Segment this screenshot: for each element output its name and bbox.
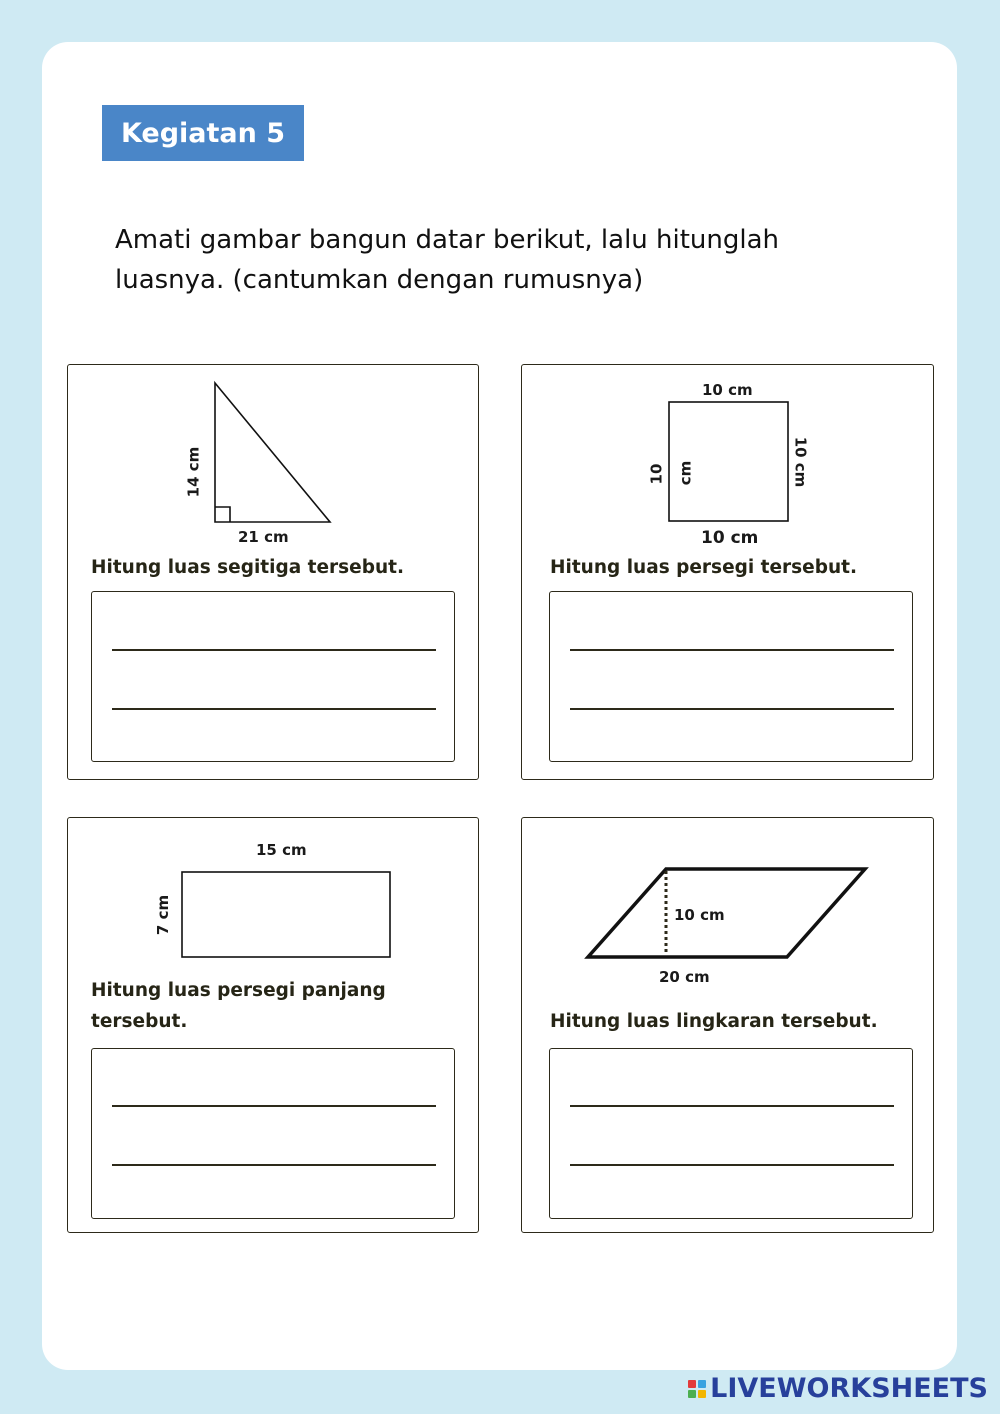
triangle-base-label: 21 cm [238,528,289,546]
question-line-2: tersebut. [91,1011,188,1032]
instruction-line-2: luasnya. (cantumkan dengan rumusnya) [115,265,644,295]
answer-box[interactable] [549,591,913,762]
card-square [521,364,934,780]
answer-line [112,1105,436,1107]
triangle-height-label: 14 cm [184,446,203,498]
answer-line [112,708,436,710]
rectangle-top-label: 15 cm [256,841,307,859]
question-text: Hitung luas persegi tersebut. [550,557,857,578]
answer-line [570,649,894,651]
answer-line [570,1105,894,1107]
instruction-text [115,220,875,300]
square-left-number-label: 10 [647,463,666,485]
answer-line [570,708,894,710]
brand-name: LIVEWORKSHEETS [710,1373,988,1404]
card-rectangle [67,817,479,1233]
card-triangle [67,364,479,780]
answer-box[interactable] [91,1048,455,1219]
answer-box[interactable] [91,591,455,762]
answer-line [112,1164,436,1166]
square-left-unit-label: cm [676,460,695,486]
parallelogram-base-label: 20 cm [659,968,710,986]
liveworksheets-logo-icon [688,1380,706,1398]
card-parallelogram [521,817,934,1233]
instruction-line-1: Amati gambar bangun datar berikut, lalu hitunglah [115,225,780,255]
question-text [91,975,386,1037]
square-bottom-label: 10 cm [701,528,759,548]
parallelogram-icon [522,818,933,1018]
square-right-label: 10 cm [791,436,810,488]
question-line-1: Hitung luas persegi panjang [91,980,386,1001]
answer-box[interactable] [549,1048,913,1219]
answer-line [570,1164,894,1166]
answer-line [112,649,436,651]
question-text: Hitung luas segitiga tersebut. [91,557,404,578]
liveworksheets-logo [688,1373,988,1404]
parallelogram-height-label: 10 cm [674,906,725,924]
rectangle-left-label: 7 cm [154,894,173,936]
square-top-label: 10 cm [702,381,753,399]
question-text: Hitung luas lingkaran tersebut. [550,1011,878,1032]
activity-title-badge [102,105,304,161]
activity-title: Kegiatan 5 [120,117,286,149]
